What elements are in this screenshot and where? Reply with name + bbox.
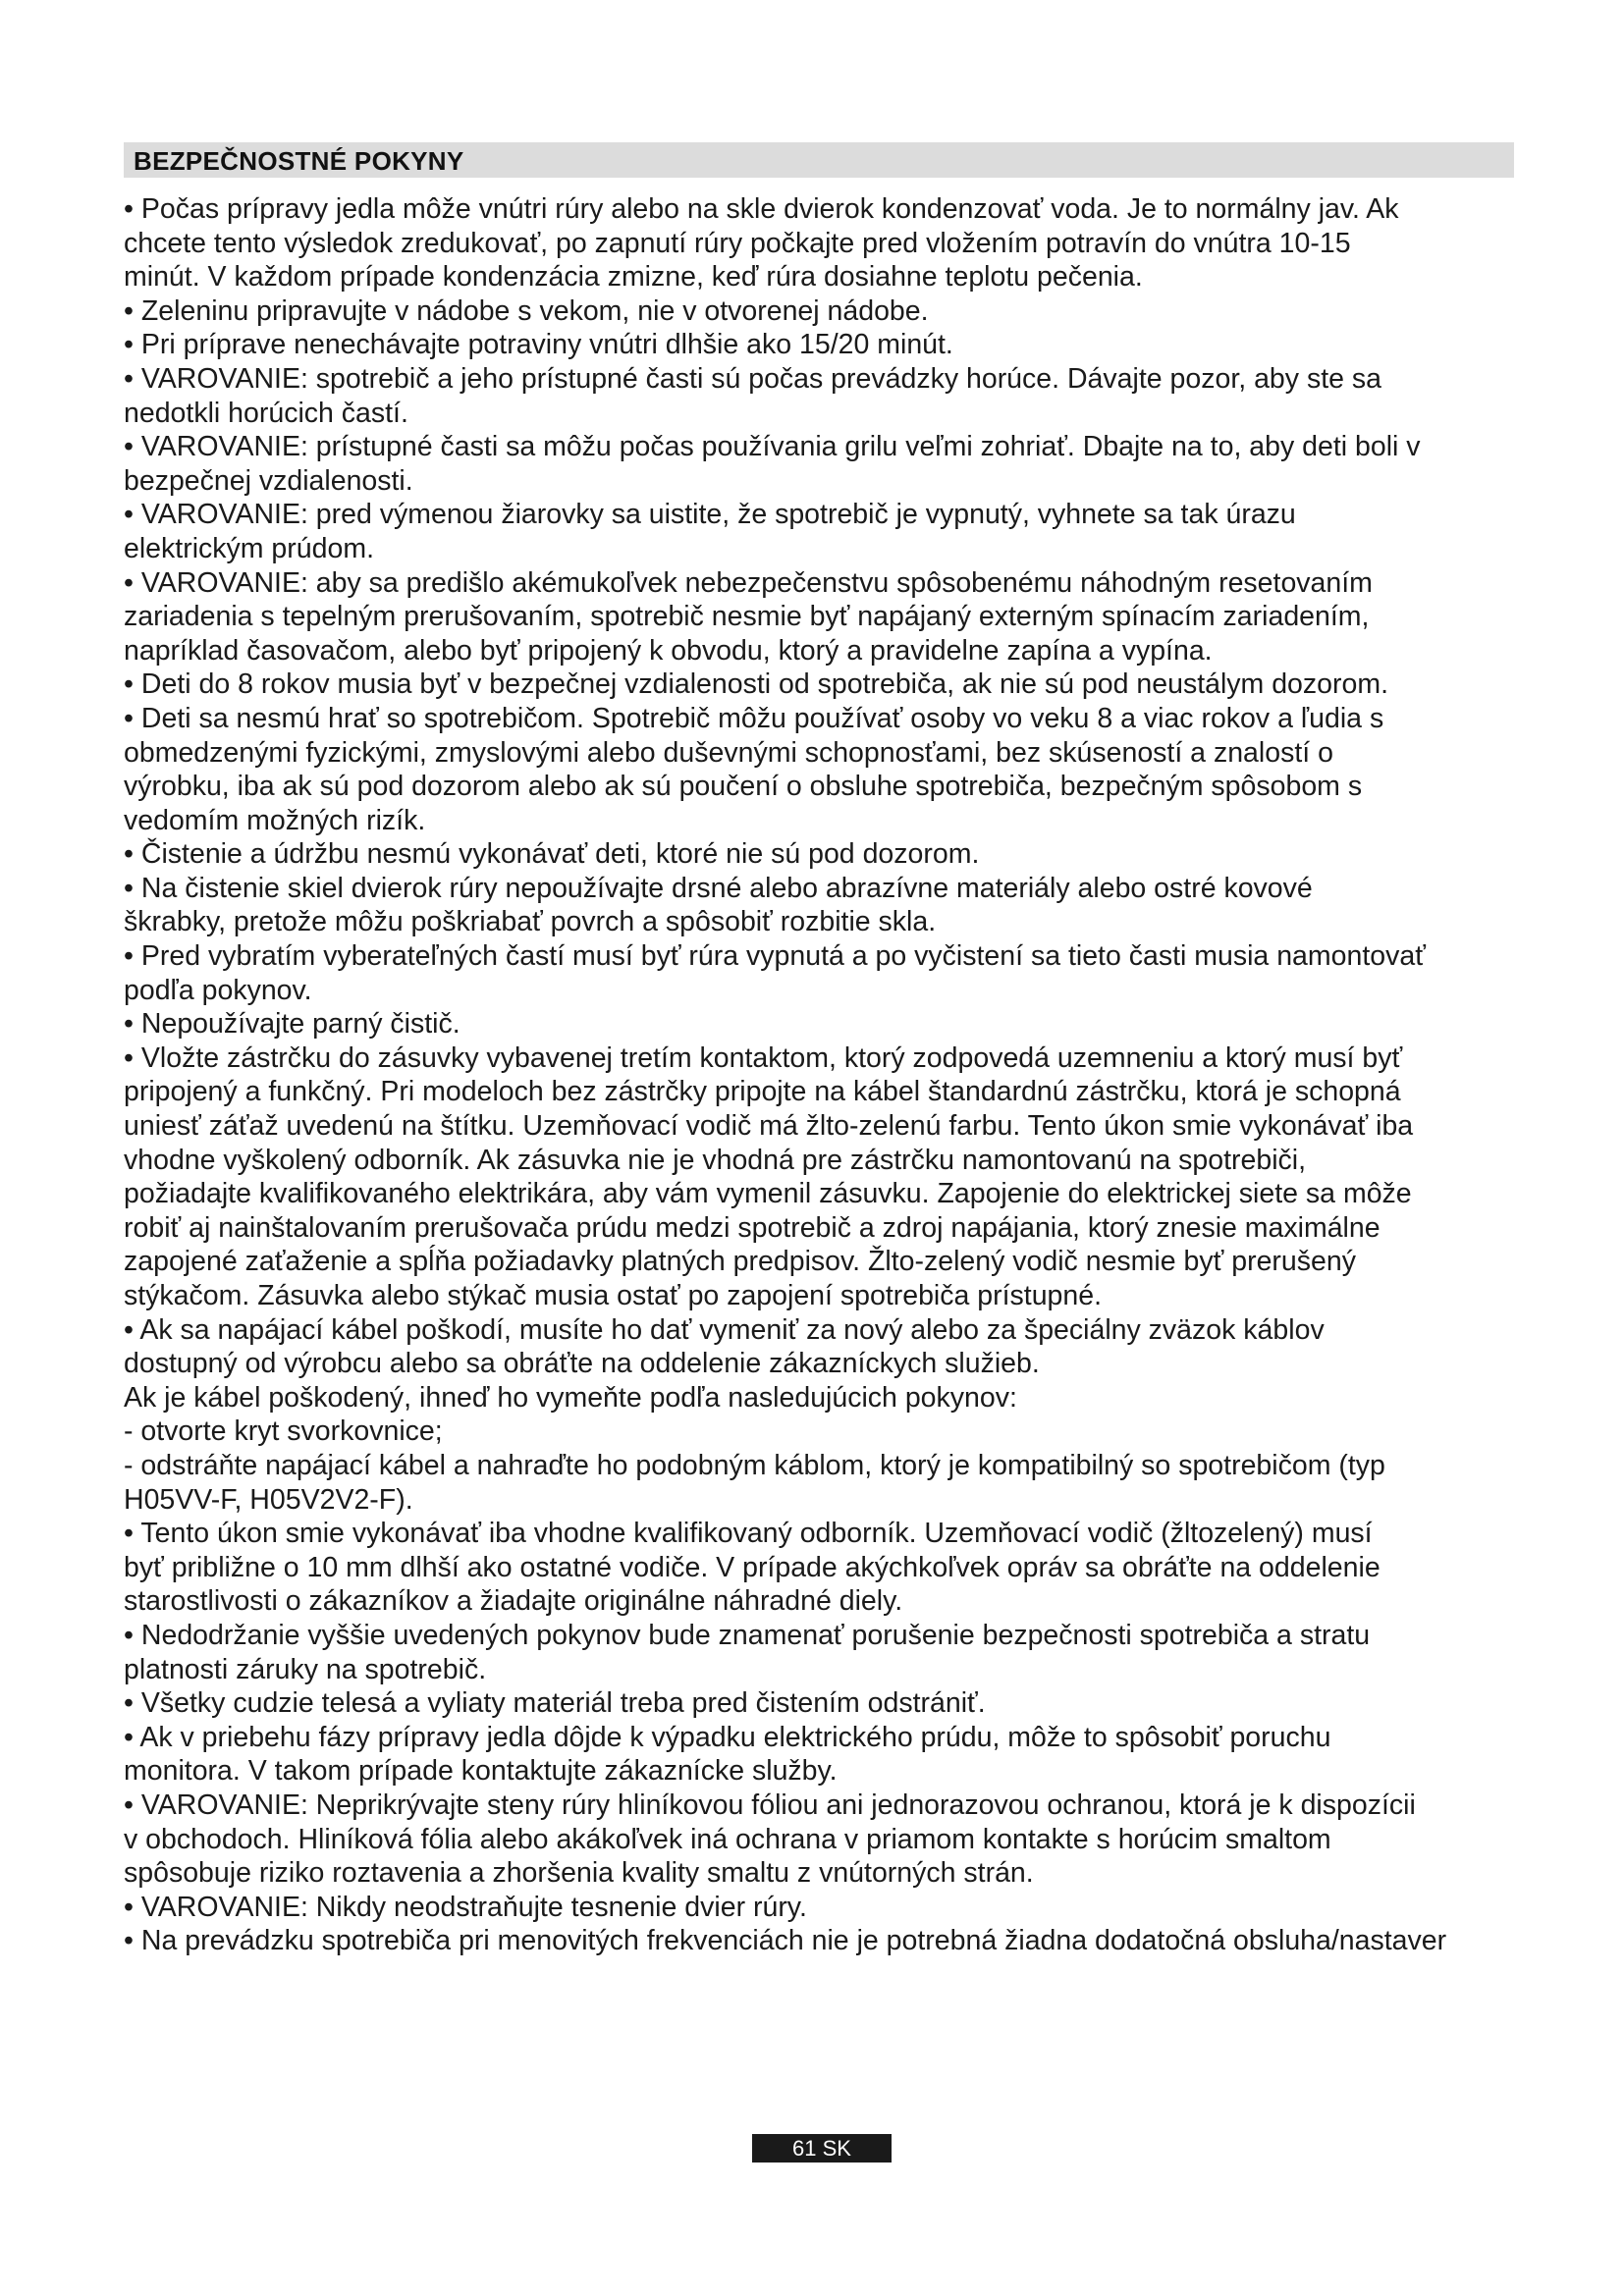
text-line: dostupný od výrobcu alebo sa obráťte na oddelenie zákazníckych služieb. [124,1348,1040,1380]
text-line: • Zeleninu pripravujte v nádobe s vekom, nie v otvorenej nádobe. [124,294,929,327]
text-line: • VAROVANIE: spotrebič a jeho prístupné časti sú počas prevádzky horúce. Dávajte pozor, aby ste sa [124,362,1381,395]
page-number-badge: 61 SK [752,2134,892,2163]
text-line: • Na prevádzku spotrebiča pri menovitých frekvenciách nie je potrebná žiadna dodatočná obsluha/nastaver [124,1925,1447,1957]
text-line: • Nepoužívajte parný čistič. [124,1008,460,1041]
text-line: bezpečnej vzdialenosti. [124,464,413,497]
text-line: minút. V každom prípade kondenzácia zmizne, keď rúra dosiahne teplotu pečenia. [124,261,1143,294]
text-line: byť približne o 10 mm dlhší ako ostatné vodiče. V prípade akýchkoľvek opráv sa obráťte na oddelenie [124,1551,1380,1583]
text-line: • VAROVANIE: aby sa predišlo akémukoľvek nebezpečenstvu spôsobenému náhodným resetovaním [124,566,1373,599]
text-line: vhodne vyškolený odborník. Ak zásuvka nie je vhodná pre zástrčku namontovanú na spotrebiči, [124,1144,1307,1176]
safety-instructions-text [124,192,1587,1958]
text-line: • Ak sa napájací kábel poškodí, musíte ho dať vymeniť za nový alebo za špeciálny zväzok káblov [124,1313,1325,1346]
text-line: H05VV-F, H05V2V2-F). [124,1483,413,1516]
text-line: - otvorte kryt svorkovnice; [124,1415,443,1448]
section-title: BEZPEČNOSTNÉ POKYNY [134,146,464,176]
text-line: • Všetky cudzie telesá a vyliaty materiál treba pred čistením odstrániť. [124,1687,986,1720]
text-line: zariadenia s tepelným prerušovaním, spotrebič nesmie byť napájaný externým spínacím zariadením, [124,601,1370,633]
text-line: chcete tento výsledok zredukovať, po zapnutí rúry počkajte pred vložením potravín do vnútra 10-15 [124,227,1351,259]
text-line: stýkačom. Zásuvka alebo stýkač musia ostať po zapojení spotrebiča prístupné. [124,1280,1103,1311]
text-line: zapojené zaťaženie a spĺňa požiadavky platných predpisov. Žlto-zelený vodič nesmie byť prerušený [124,1246,1356,1278]
text-line: napríklad časovačom, alebo byť pripojený k obvodu, ktorý a pravidelne zapína a vypína. [124,634,1213,667]
text-line: • VAROVANIE: prístupné časti sa môžu počas používania grilu veľmi zohriať. Dbajte na to, aby deti boli v [124,431,1421,463]
text-line: • VAROVANIE: pred výmenou žiarovky sa uistite, že spotrebič je vypnutý, vyhnete sa tak úrazu [124,499,1296,531]
text-line: • Tento úkon smie vykonávať iba vhodne kvalifikovaný odborník. Uzemňovací vodič (žltozelený) musí [124,1518,1373,1550]
text-line: • Ak v priebehu fázy prípravy jedla dôjde k výpadku elektrického prúdu, môže to spôsobiť poruchu [124,1721,1331,1753]
text-line: podľa pokynov. [124,974,312,1006]
text-line: - odstráňte napájací kábel a nahraďte ho podobným káblom, ktorý je kompatibilný so spotrebičom (typ [124,1449,1385,1481]
text-line: • Vložte zástrčku do zásuvky vybavenej tretím kontaktom, ktorý zodpovedá uzemneniu a ktorý musí byť [124,1041,1403,1074]
text-line: • Počas prípravy jedla môže vnútri rúry alebo na skle dvierok kondenzovať voda. Je to normálny jav. Ak [124,193,1399,225]
text-line: vedomím možných rizík. [124,804,426,836]
text-line: obmedzenými fyzickými, zmyslovými alebo duševnými schopnosťami, bez skúseností a znalostí o [124,736,1333,769]
text-line: • Deti do 8 rokov musia byť v bezpečnej vzdialenosti od spotrebiča, ak nie sú pod neustálym dozorom. [124,668,1389,701]
text-line: spôsobuje riziko roztavenia a zhoršenia kvality smaltu z vnútorných strán. [124,1857,1034,1890]
text-line: • Čistenie a údržbu nesmú vykonávať deti, ktoré nie sú pod dozorom. [124,838,980,871]
text-line: • Deti sa nesmú hrať so spotrebičom. Spotrebič môžu používať osoby vo veku 8 a viac rokov a ľudia s [124,702,1384,734]
text-line: požiadajte kvalifikovaného elektrikára, aby vám vymenil zásuvku. Zapojenie do elektrickej siete sa môže [124,1178,1412,1210]
text-line: starostlivosti o zákazníkov a žiadajte originálne náhradné diely. [124,1585,903,1618]
text-line: • Na čistenie skiel dvierok rúry nepoužívajte drsné alebo abrazívne materiály alebo ostré kovové [124,872,1313,904]
section-header-bar [124,142,1514,178]
text-line: elektrickým prúdom. [124,532,374,564]
text-line: Ak je kábel poškodený, ihneď ho vymeňte podľa nasledujúcich pokynov: [124,1381,1017,1414]
text-line: uniesť záťaž uvedenú na štítku. Uzemňovací vodič má žlto-zelenú farbu. Tento úkon smie vykonávať iba [124,1110,1414,1143]
text-line: • Pri príprave nenechávajte potraviny vnútri dlhšie ako 15/20 minút. [124,329,953,361]
text-line: pripojený a funkčný. Pri modeloch bez zástrčky pripojte na kábel štandardnú zástrčku, ktorá je schopná [124,1076,1401,1108]
text-line: • Nedodržanie vyššie uvedených pokynov bude znamenať porušenie bezpečnosti spotrebiča a stratu [124,1619,1371,1651]
text-line: • Pred vybratím vyberateľných častí musí byť rúra vypnutá a po vyčistení sa tieto časti musia namontovať [124,940,1426,973]
text-line: robiť aj nainštalovaním prerušovača prúdu medzi spotrebič a zdroj napájania, ktorý znesie maximálne [124,1211,1380,1244]
text-line: • VAROVANIE: Neprikrývajte steny rúry hliníkovou fóliou ani jednorazovou ochranou, ktorá je k dispozícii [124,1789,1416,1821]
text-line: v obchodoch. Hliníková fólia alebo akákoľvek iná ochrana v priamom kontakte s horúcim smaltom [124,1823,1331,1855]
text-line: výrobku, iba ak sú pod dozorom alebo ak sú poučení o obsluhe spotrebiča, bezpečným spôsobom s [124,771,1363,803]
text-line: platnosti záruky na spotrebič. [124,1653,487,1685]
text-line: škrabky, pretože môžu poškriabať povrch a spôsobiť rozbitie skla. [124,906,937,938]
text-line: • VAROVANIE: Nikdy neodstraňujte tesnenie dvier rúry. [124,1891,807,1923]
text-line: monitora. V takom prípade kontaktujte zákaznícke služby. [124,1755,838,1788]
text-line: nedotkli horúcich častí. [124,397,408,429]
